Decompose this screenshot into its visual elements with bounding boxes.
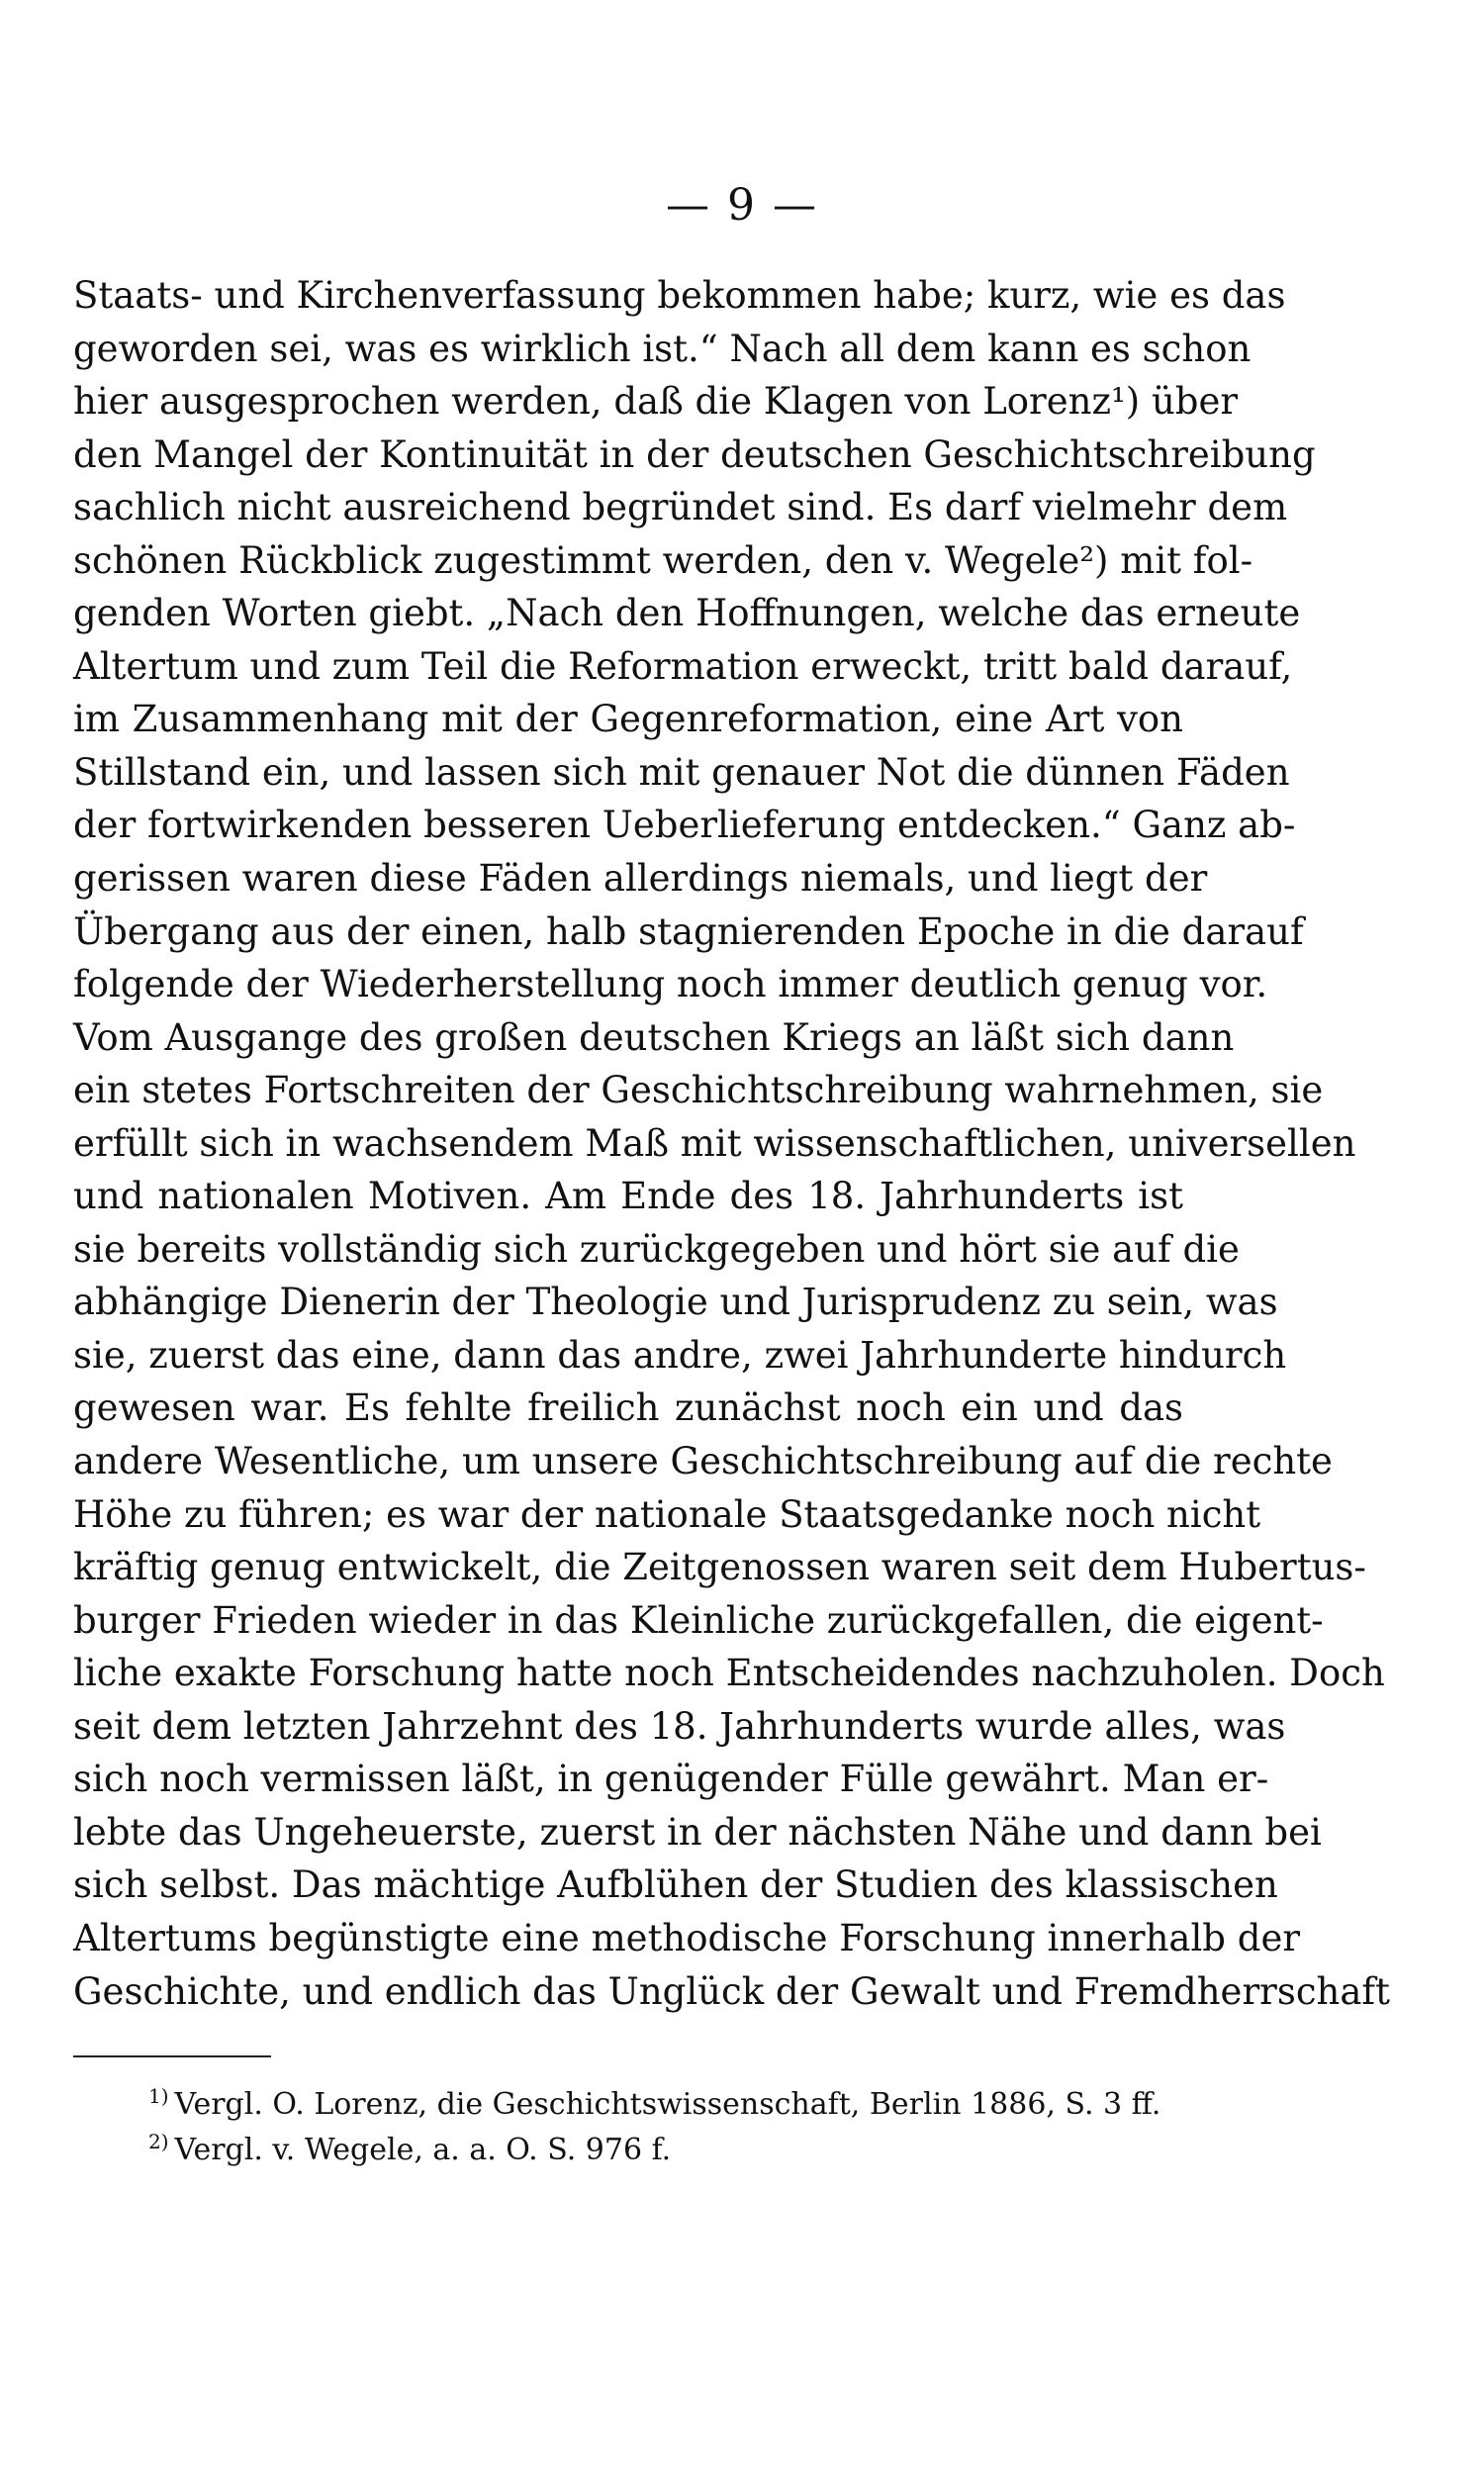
text-line: Staats- und Kirchenverfassung bekommen habe; kurz, wie es das: [73, 274, 1286, 317]
text-line: kräftig genug entwickelt, die Zeitgenossen waren seit dem Hubertus-: [73, 1546, 1366, 1589]
footnote: [148, 2128, 1187, 2173]
text-line: und nationalen Motiven. Am Ende des 18. Jahrhunderts ist: [73, 1175, 1183, 1218]
footnote-marker: 1): [148, 2084, 169, 2108]
text-line: gewesen war. Es fehlte freilich zunächst noch ein und das: [73, 1386, 1183, 1430]
text-line: Vom Ausgange des großen deutschen Kriegs an läßt sich dann: [73, 1015, 1235, 1059]
text-line: burger Frieden wieder in das Kleinliche zurückgefallen, die eigent-: [73, 1598, 1324, 1642]
text-line: gerissen waren diese Fäden allerdings niemals, und liegt der: [73, 857, 1208, 901]
text-line: erfüllt sich in wachsendem Maß mit wissenschaftlichen, universellen: [73, 1121, 1356, 1165]
text-line: Geschichte, und endlich das Unglück der Gewalt und Fremdherrschaft: [73, 1969, 1390, 2013]
text-line: hier ausgesprochen werden, daß die Klagen von Lorenz¹) über: [73, 380, 1239, 424]
text-line: Altertums begünstigte eine methodische Forschung innerhalb der: [73, 1916, 1301, 1959]
text-line: folgende der Wiederherstellung noch immer deutlich genug vor.: [73, 963, 1268, 1006]
footnote-marker: 2): [148, 2130, 169, 2153]
footnote: [148, 2082, 1187, 2128]
footnotes: [148, 2082, 1187, 2173]
text-line: Stillstand ein, und lassen sich mit genauer Not die dünnen Fäden: [73, 750, 1290, 794]
text-line: sich selbst. Das mächtige Aufblühen der Studien des klassischen: [73, 1863, 1278, 1907]
text-line: lebte das Ungeheuerste, zuerst in der nächsten Nähe und dann bei: [73, 1810, 1322, 1854]
text-line: seit dem letzten Jahrzehnt des 18. Jahrhunderts wurde alles, was: [73, 1704, 1286, 1748]
text-line: geworden sei, was es wirklich ist.“ Nach all dem kann es schon: [73, 327, 1252, 370]
footnote-separator: [73, 2055, 271, 2057]
text-line: sie, zuerst das eine, dann das andre, zwei Jahrhunderte hindurch: [73, 1333, 1287, 1377]
footnote-text: Vergl. v. Wegele, a. a. O. S. 976 f.: [174, 2133, 672, 2167]
text-line: Höhe zu führen; es war der nationale Staatsgedanke noch nicht: [73, 1492, 1261, 1536]
text-line: sich noch vermissen läßt, in genügender Fülle gewährt. Man er-: [73, 1758, 1269, 1801]
text-line: schönen Rückblick zugestimmt werden, den v. Wegele²) mit fol-: [73, 538, 1253, 582]
text-line: sachlich nicht ausreichend begründet sind. Es darf vielmehr dem: [73, 486, 1288, 529]
text-line: ein stetes Fortschreiten der Geschichtschreibung wahrnehmen, sie: [73, 1069, 1324, 1112]
text-line: sie bereits vollständig sich zurückgegeben und hört sie auf die: [73, 1227, 1240, 1271]
text-line: Übergang aus der einen, halb stagnierenden Epoche in die darauf: [73, 909, 1304, 953]
footnote-text: Vergl. O. Lorenz, die Geschichtswissenschaft, Berlin 1886, S. 3 ff.: [174, 2087, 1161, 2122]
text-line: im Zusammenhang mit der Gegenreformation, eine Art von: [73, 698, 1183, 741]
text-line: liche exakte Forschung hatte noch Entscheidendes nachzuholen. Doch: [73, 1652, 1385, 1695]
text-line: der fortwirkenden besseren Ueberlieferung entdecken.“ Ganz ab-: [73, 804, 1296, 847]
text-line: andere Wesentliche, um unsere Geschichtschreibung auf die rechte: [73, 1440, 1333, 1483]
text-line: Altertum und zum Teil die Reformation erweckt, tritt bald darauf,: [73, 644, 1293, 688]
text-line: den Mangel der Kontinuität in der deutschen Geschichtschreibung: [73, 432, 1316, 476]
page-number: — 9 —: [666, 180, 818, 231]
text-line: genden Worten giebt. „Nach den Hoffnungen, welche das erneute: [73, 592, 1301, 635]
text-line: abhängige Dienerin der Theologie und Jurisprudenz zu sein, was: [73, 1281, 1278, 1324]
body-text: [73, 269, 1390, 2018]
